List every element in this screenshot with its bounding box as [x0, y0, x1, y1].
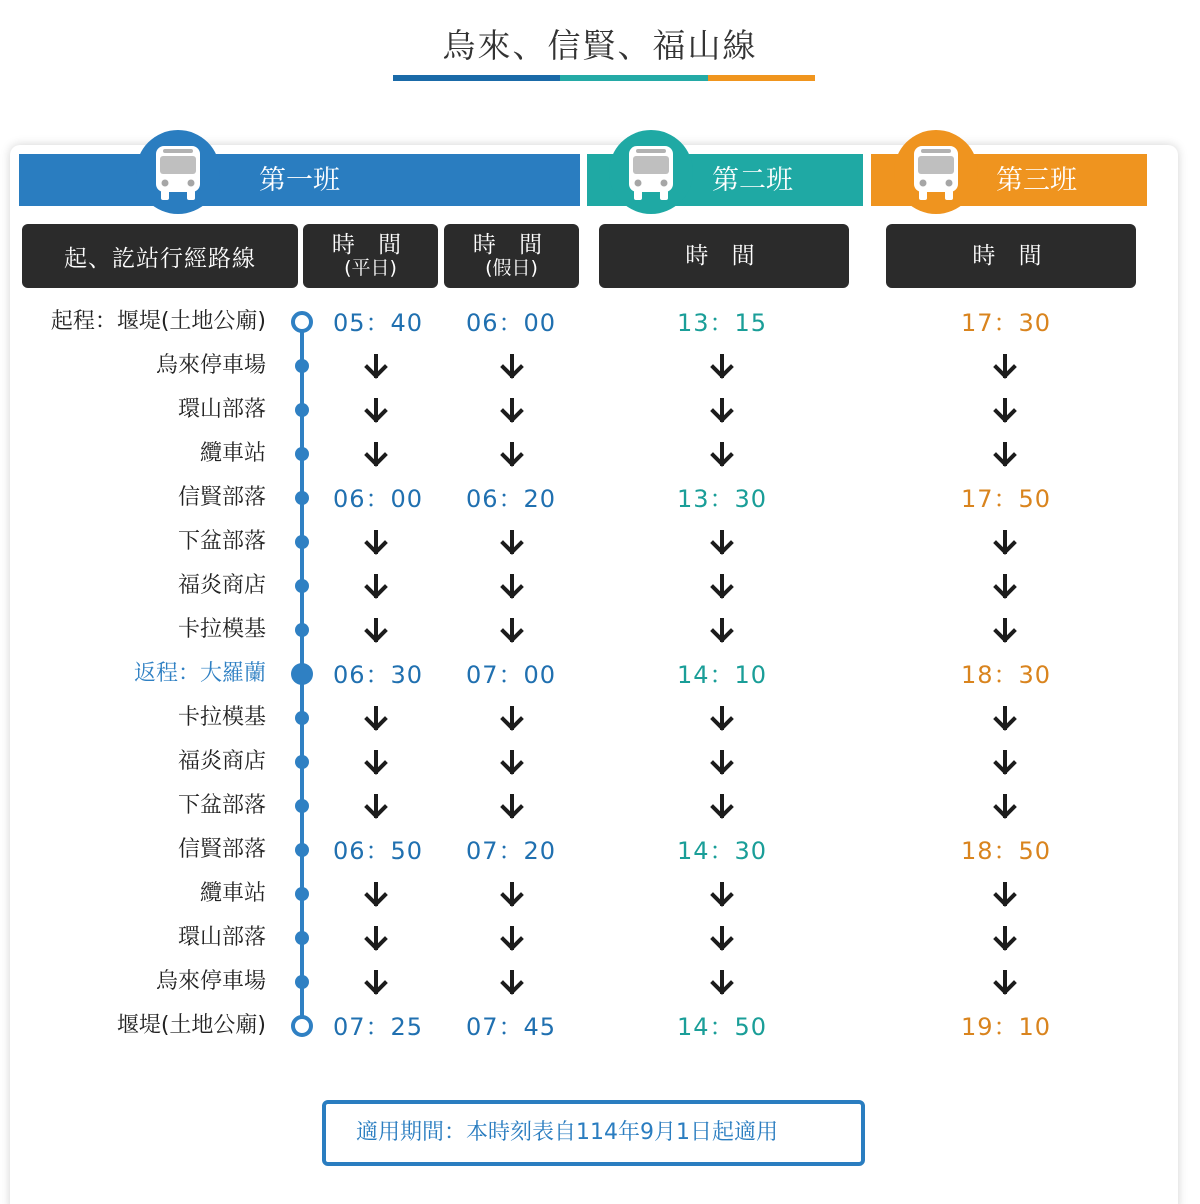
departure-time: 06：00 — [332, 485, 424, 513]
departure-time: 18：30 — [960, 661, 1052, 689]
departure-time: 14：30 — [676, 837, 768, 865]
stop-marker — [295, 403, 309, 417]
stop-name: 福炎商店 — [177, 749, 266, 774]
shift3-label: 第三班 — [996, 165, 1077, 196]
down-arrow-icon — [990, 792, 1020, 822]
stop-marker — [295, 887, 309, 901]
down-arrow-icon — [707, 352, 737, 382]
header-holiday — [444, 224, 579, 288]
down-arrow-icon — [990, 924, 1020, 954]
header-shift2-label: 時 間 — [685, 243, 763, 269]
title-underline-blue — [393, 75, 560, 81]
down-arrow-icon — [990, 396, 1020, 426]
down-arrow-icon — [497, 792, 527, 822]
shift1-banner — [19, 154, 580, 206]
stop-name: 信賢部落 — [177, 837, 266, 862]
stop-marker — [295, 359, 309, 373]
stop-name: 環山部落 — [177, 925, 266, 950]
down-arrow-icon — [497, 396, 527, 426]
departure-time: 17：30 — [960, 309, 1052, 337]
stop-name: 返程：大羅蘭 — [133, 661, 266, 686]
down-arrow-icon — [361, 616, 391, 646]
stop-name: 下盆部落 — [177, 529, 266, 554]
stop-marker — [295, 975, 309, 989]
stop-name: 卡拉模基 — [177, 705, 266, 730]
departure-time: 13：30 — [676, 485, 768, 513]
down-arrow-icon — [361, 396, 391, 426]
departure-time: 13：15 — [676, 309, 768, 337]
down-arrow-icon — [497, 968, 527, 998]
stop-marker — [295, 447, 309, 461]
stop-marker — [295, 799, 309, 813]
stop-marker — [295, 931, 309, 945]
departure-time: 07：45 — [465, 1013, 557, 1041]
down-arrow-icon — [361, 704, 391, 734]
header-route: 起、訖站行經路線 — [22, 224, 298, 288]
header-weekday-main: 時 間 — [331, 232, 410, 258]
down-arrow-icon — [707, 440, 737, 470]
title-underline-teal — [560, 75, 708, 81]
departure-time: 06：20 — [465, 485, 557, 513]
departure-time: 18：50 — [960, 837, 1052, 865]
down-arrow-icon — [990, 616, 1020, 646]
down-arrow-icon — [497, 440, 527, 470]
down-arrow-icon — [361, 924, 391, 954]
down-arrow-icon — [990, 572, 1020, 602]
down-arrow-icon — [707, 616, 737, 646]
down-arrow-icon — [361, 352, 391, 382]
bus-icon — [136, 130, 220, 214]
down-arrow-icon — [707, 748, 737, 778]
shift2-label: 第二班 — [712, 165, 793, 196]
down-arrow-icon — [361, 880, 391, 910]
down-arrow-icon — [707, 924, 737, 954]
departure-time: 07：20 — [465, 837, 557, 865]
stop-name: 烏來停車場 — [155, 969, 266, 994]
down-arrow-icon — [497, 748, 527, 778]
header-shift2 — [599, 224, 849, 288]
header-holiday-sub: (假日) — [485, 257, 538, 279]
stop-name: 卡拉模基 — [177, 617, 266, 642]
down-arrow-icon — [361, 528, 391, 558]
down-arrow-icon — [497, 616, 527, 646]
stop-name: 纜車站 — [199, 881, 266, 906]
departure-time: 06：30 — [332, 661, 424, 689]
down-arrow-icon — [990, 880, 1020, 910]
page-title: 烏來、信賢、福山線 — [442, 26, 758, 65]
shift1-label: 第一班 — [259, 165, 340, 196]
departure-time: 06：50 — [332, 837, 424, 865]
stop-name: 烏來停車場 — [155, 353, 266, 378]
bus-icon — [894, 130, 978, 214]
stop-name: 纜車站 — [199, 441, 266, 466]
down-arrow-icon — [497, 924, 527, 954]
departure-time: 14：50 — [676, 1013, 768, 1041]
header-holiday-main: 時 間 — [472, 232, 551, 258]
down-arrow-icon — [497, 572, 527, 602]
down-arrow-icon — [707, 704, 737, 734]
down-arrow-icon — [497, 528, 527, 558]
down-arrow-icon — [707, 880, 737, 910]
header-shift3 — [886, 224, 1136, 288]
down-arrow-icon — [707, 528, 737, 558]
down-arrow-icon — [990, 968, 1020, 998]
stop-name: 堰堤(土地公廟) — [116, 1013, 266, 1038]
down-arrow-icon — [361, 968, 391, 998]
down-arrow-icon — [707, 792, 737, 822]
header-weekday — [303, 224, 438, 288]
down-arrow-icon — [497, 352, 527, 382]
down-arrow-icon — [707, 968, 737, 998]
down-arrow-icon — [361, 572, 391, 602]
stop-name: 下盆部落 — [177, 793, 266, 818]
stop-marker — [295, 579, 309, 593]
down-arrow-icon — [990, 440, 1020, 470]
validity-note: 適用期間：本時刻表自114年9月1日起適用 — [322, 1100, 865, 1166]
stop-name: 福炎商店 — [177, 573, 266, 598]
stop-name: 環山部落 — [177, 397, 266, 422]
departure-time: 14：10 — [676, 661, 768, 689]
down-arrow-icon — [990, 748, 1020, 778]
down-arrow-icon — [990, 528, 1020, 558]
bus-icon — [609, 130, 693, 214]
down-arrow-icon — [707, 396, 737, 426]
title-underline-orange — [708, 75, 815, 81]
header-weekday-sub: (平日) — [344, 257, 397, 279]
down-arrow-icon — [361, 748, 391, 778]
down-arrow-icon — [361, 440, 391, 470]
stop-name: 起程：堰堤(土地公廟) — [50, 309, 266, 334]
departure-time: 05：40 — [332, 309, 424, 337]
down-arrow-icon — [707, 572, 737, 602]
down-arrow-icon — [990, 704, 1020, 734]
departure-time: 19：10 — [960, 1013, 1052, 1041]
departure-time: 07：00 — [465, 661, 557, 689]
departure-time: 06：00 — [465, 309, 557, 337]
stop-marker — [295, 535, 309, 549]
stop-marker — [295, 711, 309, 725]
down-arrow-icon — [990, 352, 1020, 382]
departure-time: 07：25 — [332, 1013, 424, 1041]
stop-marker — [295, 623, 309, 637]
stop-name: 信賢部落 — [177, 485, 266, 510]
departure-time: 17：50 — [960, 485, 1052, 513]
stop-marker — [295, 755, 309, 769]
down-arrow-icon — [497, 880, 527, 910]
down-arrow-icon — [361, 792, 391, 822]
header-shift3-label: 時 間 — [972, 243, 1050, 269]
down-arrow-icon — [497, 704, 527, 734]
